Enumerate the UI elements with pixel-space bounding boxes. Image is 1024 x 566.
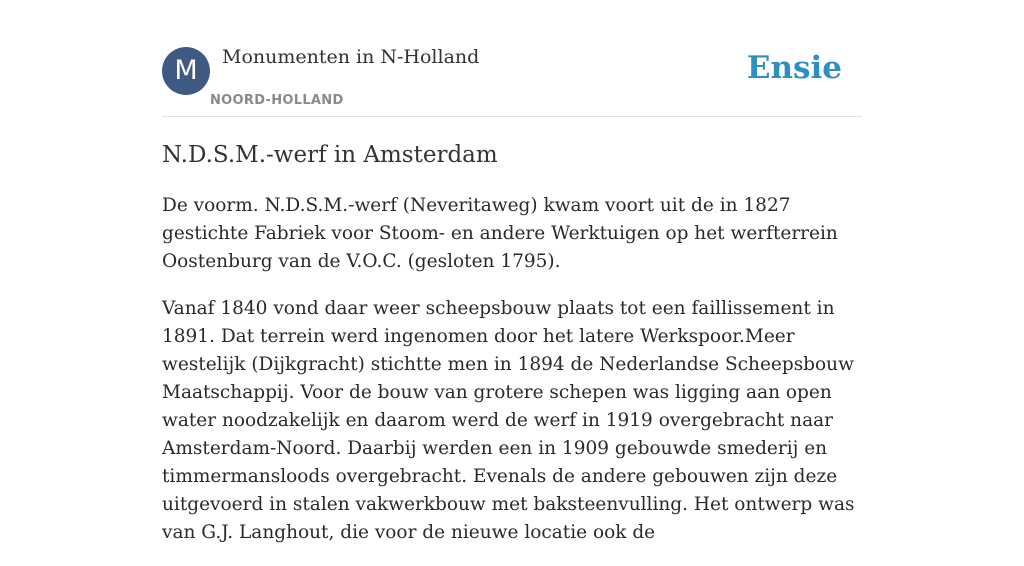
- category-name-link[interactable]: Monumenten in N-Holland: [222, 46, 480, 68]
- category-region: NOORD-HOLLAND: [210, 93, 344, 108]
- header: [162, 40, 862, 117]
- article-content: [162, 138, 866, 566]
- article-title: N.D.S.M.-werf in Amsterdam: [162, 142, 498, 168]
- article-paragraph: Vanaf 1840 vond daar weer scheepsbouw plaats tot een faillissement in 1891. Dat terrein werd ingenomen door het latere Werkspoor.Meer westelijk (Dijkgracht) stichtte men in 1894 de Nederlandse Scheepsbouw Maatschappij. Voor de bouw van grotere schepen was ligging aan open water noodzakelijk en daarom werd de werf in 1919 overgebracht naar Amsterdam-Noord. Daarbij werden een in 1909 gebouwde smederij en timmermansloods overgebracht. Evenals de andere gebouwen zijn deze uitgevoerd in stalen vakwerkbouw met baksteenvulling. Het ontwerp was van G.J. Langhout, die voor de nieuwe locatie ook de: [162, 298, 855, 543]
- ensie-logo[interactable]: Ensie: [746, 50, 842, 86]
- article-paragraph: De voorm. N.D.S.M.-werf (Neveritaweg) kwam voort uit de in 1827 gestichte Fabriek voor Stoom- en andere Werktuigen op het werfterrein Oostenburg van de V.O.C. (gesloten 1795).: [162, 195, 838, 272]
- category-avatar[interactable]: M: [162, 47, 210, 95]
